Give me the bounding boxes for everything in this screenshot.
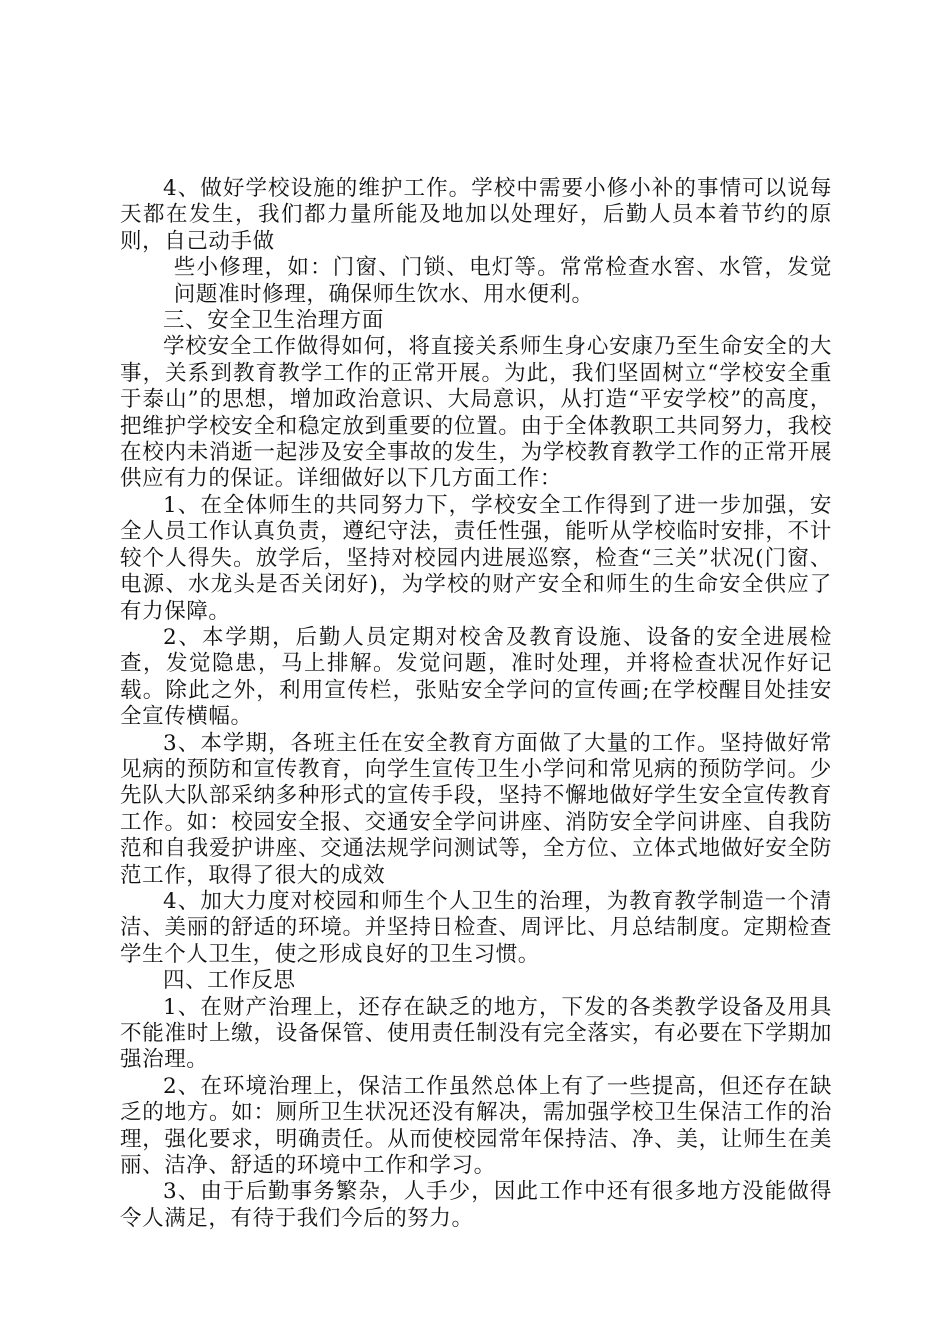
section-heading-safety-hygiene: 三、安全卫生治理方面	[163, 308, 385, 334]
paragraph-safety-item-2: 2、本学期，后勤人员定期对校舍及教育设施、设备的安全进展检查，发觉隐患，马上排解。发觉问题，准时处理，并将检查状况作好记载。除此之外，利用宣传栏，张贴安全学问的宣传画;在学校醒目处挂安全宣传横幅。	[120, 624, 832, 730]
paragraph-facility-maintenance: 4、做好学校设施的维护工作。学校中需要小修小补的事情可以说每天都在发生，我们都力量所能及地加以处理好，后勤人员本着节约的原则，自己动手做	[120, 176, 832, 254]
paragraph-small-repairs: 些小修理，如：门窗、门锁、电灯等。常常检查水窖、水管，发觉问题准时修理，确保师生饮水、用水便利。	[173, 255, 832, 307]
paragraph-safety-item-4: 4、加大力度对校园和师生个人卫生的治理，为教育教学制造一个清洁、美丽的舒适的环境。并坚持日检查、周评比、月总结制度。定期检查学生个人卫生，使之形成良好的卫生习惯。	[120, 888, 832, 967]
document-body	[120, 176, 832, 1232]
section-heading-reflection: 四、工作反思	[163, 968, 296, 994]
paragraph-safety-item-1: 1、在全体师生的共同努力下，学校安全工作得到了进一步加强，安全人员工作认真负责，遵纪守法，责任性强，能听从学校临时安排，不计较个人得失。放学后，坚持对校园内进展巡察，检查“三关”状况(门窗、电源、水龙头是否关闭好)，为学校的财产安全和师生的生命安全供应了有力保障。	[120, 492, 832, 624]
paragraph-safety-item-3: 3、本学期，各班主任在安全教育方面做了大量的工作。坚持做好常见病的预防和宣传教育，向学生宣传卫生小学问和常见病的预防学问。少先队大队部采纳多种形式的宣传手段，坚持不懈地做好学生安全宣传教育工作。如：校园安全报、交通安全学问讲座、消防安全学问讲座、自我防范和自我爱护讲座、交通法规学问测试等，全方位、立体式地做好安全防范工作，取得了很大的成效	[120, 730, 832, 888]
paragraph-reflection-item-2: 2、在环境治理上，保洁工作虽然总体上有了一些提高，但还存在缺乏的地方。如：厕所卫生状况还没有解决，需加强学校卫生保洁工作的治理，强化要求，明确责任。从而使校园常年保持洁、净、美，让师生在美丽、洁净、舒适的环境中工作和学习。	[120, 1073, 832, 1179]
paragraph-safety-intro: 学校安全工作做得如何，将直接关系师生身心安康乃至生命安全的大事，关系到教育教学工作的正常开展。为此，我们坚固树立“学校安全重于泰山”的思想，增加政治意识、大局意识，从打造“平安学校”的高度，把维护学校安全和稳定放到重要的位置。由于全体教职工共同努力，我校在校内未消逝一起涉及安全事故的发生，为学校教育教学工作的正常开展供应有力的保证。详细做好以下几方面工作：	[120, 334, 832, 492]
paragraph-reflection-item-1: 1、在财产治理上，还存在缺乏的地方，下发的各类教学设备及用具不能准时上缴，设备保管、使用责任制没有完全落实，有必要在下学期加强治理。	[120, 994, 832, 1073]
paragraph-reflection-item-3: 3、由于后勤事务繁杂，人手少，因此工作中还有很多地方没能做得令人满足，有待于我们今后的努力。	[120, 1179, 832, 1231]
